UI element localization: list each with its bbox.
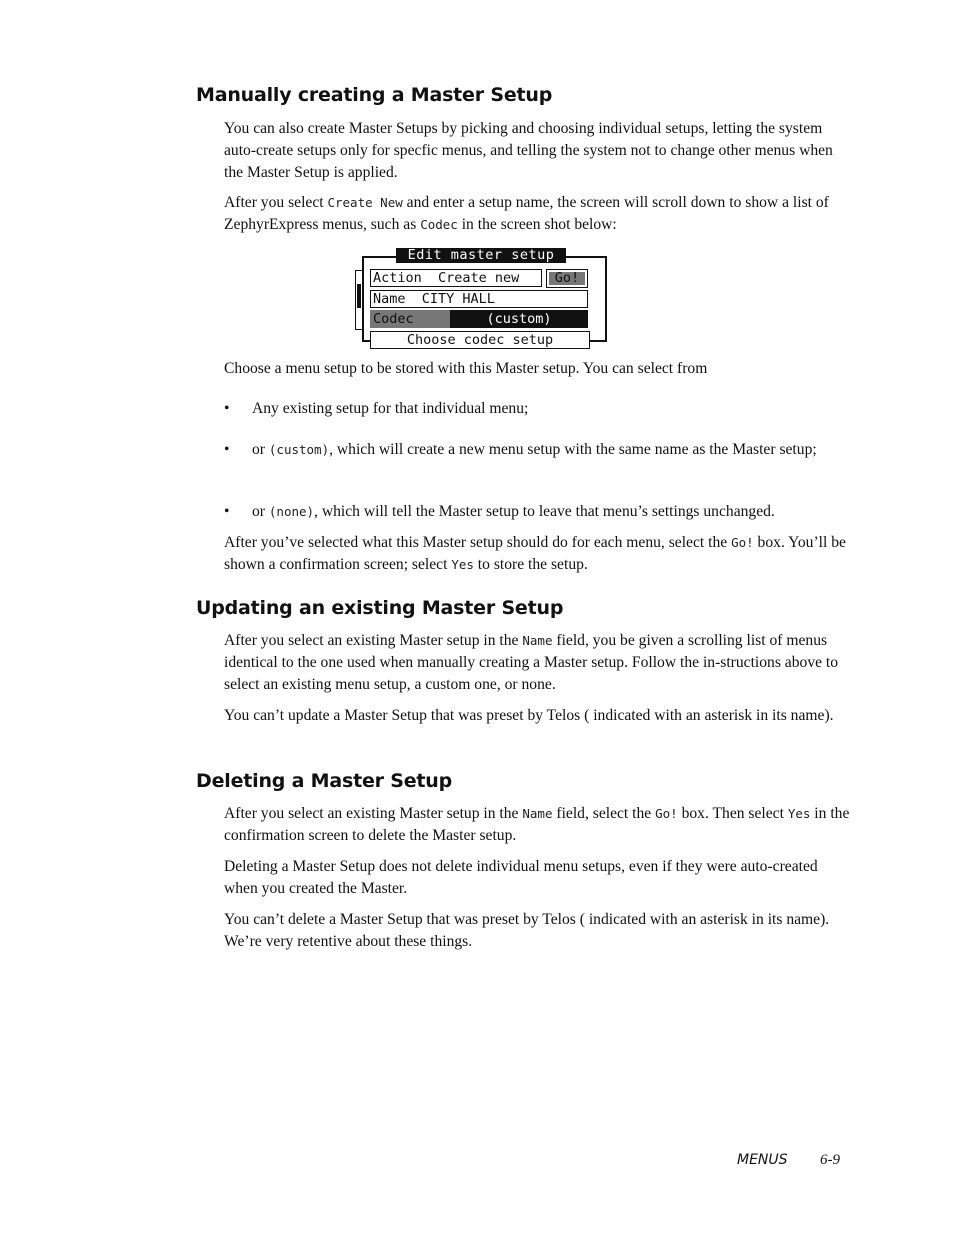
paragraph: Choose a menu setup to be stored with this Master setup. You can select from: [224, 360, 708, 377]
text-span: in the screen shot below:: [457, 216, 617, 233]
bullet-text: [252, 439, 850, 461]
text-span: After you select an existing Master setup in the: [224, 805, 523, 822]
section-heading-manual: Manually creating a Master Setup: [196, 84, 553, 106]
text-span: , which will tell the Master setup to leave that menu’s settings unchanged.: [314, 503, 775, 520]
section-heading-update: Updating an existing Master Setup: [196, 597, 564, 619]
paragraph: You can’t update a Master Setup that was preset by Telos ( indicated with an asterisk in its name).: [224, 707, 834, 724]
bullet-item: [224, 439, 850, 461]
section-heading-delete: Deleting a Master Setup: [196, 770, 453, 792]
bullet-dot: •: [224, 441, 230, 458]
code-text: Go!: [655, 806, 678, 821]
lcd-codec-value: (custom): [486, 311, 552, 327]
lcd-go-label: Go!: [549, 272, 585, 285]
code-text: Yes: [451, 557, 474, 572]
code-text: Go!: [731, 535, 754, 550]
bullet-dot: •: [224, 503, 230, 520]
paragraph: You can’t delete a Master Setup that was preset by Telos ( indicated with an asterisk in its name). We’re very retentive about these things.: [224, 911, 830, 950]
text-span: to store the setup.: [473, 556, 588, 573]
page-number: 6-9: [820, 1152, 840, 1168]
lcd-scroll-thumb: [357, 284, 361, 308]
code-text: Create New: [327, 195, 403, 210]
text-span: box. You’ll be shown a confirmation screen; select: [224, 534, 846, 573]
text-span: field, select the: [552, 805, 656, 822]
code-text: Codec: [420, 217, 458, 232]
lcd-title: Edit master setup: [396, 248, 566, 263]
bullet-item: [224, 398, 850, 420]
code-text: Name: [522, 806, 553, 821]
code-text: (none): [268, 504, 315, 519]
bullet-item: [224, 501, 850, 523]
text-span: , which will create a new menu setup with the same name as the Master setup;: [329, 441, 817, 458]
footer-section-label: MENUS: [737, 1152, 788, 1168]
paragraph: Deleting a Master Setup does not delete individual menu setups, even if they were auto-created when you created the Master.: [224, 858, 818, 897]
lcd-go-button: [546, 269, 588, 288]
paragraph: You can also create Master Setups by picking and choosing individual setups, letting the system auto-create setups only for specfic menus, and telling the system not to change other menus when the Master Setup is applied.: [224, 120, 833, 181]
bullet-dot: •: [224, 400, 230, 417]
paragraph: [224, 532, 850, 576]
lcd-codec-label: Codec: [370, 310, 450, 328]
lcd-action-row: Action Create new: [370, 269, 542, 287]
text-span: After you’ve selected what this Master setup should do for each menu, select the: [224, 534, 732, 551]
bullet-text: [252, 501, 850, 523]
text-span: box. Then select: [677, 805, 788, 822]
paragraph: [224, 803, 850, 847]
code-text: (custom): [268, 442, 330, 457]
lcd-codec-row: [370, 310, 588, 328]
text-span: or: [252, 441, 269, 458]
text-span: After you select an existing Master setup in the: [224, 632, 523, 649]
code-text: Name: [522, 633, 553, 648]
lcd-bottom-row: Choose codec setup: [370, 331, 590, 349]
paragraph: [224, 192, 850, 236]
text-span: and enter a setup name, the screen will scroll down to show a list of ZephyrExpress menus, such as: [224, 194, 829, 233]
text-span: After you select: [224, 194, 328, 211]
text-span: field, you be given a scrolling list of menus identical to the one used when manually creating a Master setup. Follow the in-structions above to select an existing menu setup, a custom one, or none.: [224, 632, 839, 693]
text-span: in the confirmation screen to delete the Master setup.: [224, 805, 850, 844]
code-text: Yes: [787, 806, 811, 821]
bullet-text: Any existing setup for that individual menu;: [252, 400, 529, 417]
lcd-screenshot: [352, 248, 608, 352]
lcd-name-row: Name CITY HALL: [370, 290, 588, 308]
paragraph: [224, 630, 850, 696]
text-span: or: [252, 503, 269, 520]
